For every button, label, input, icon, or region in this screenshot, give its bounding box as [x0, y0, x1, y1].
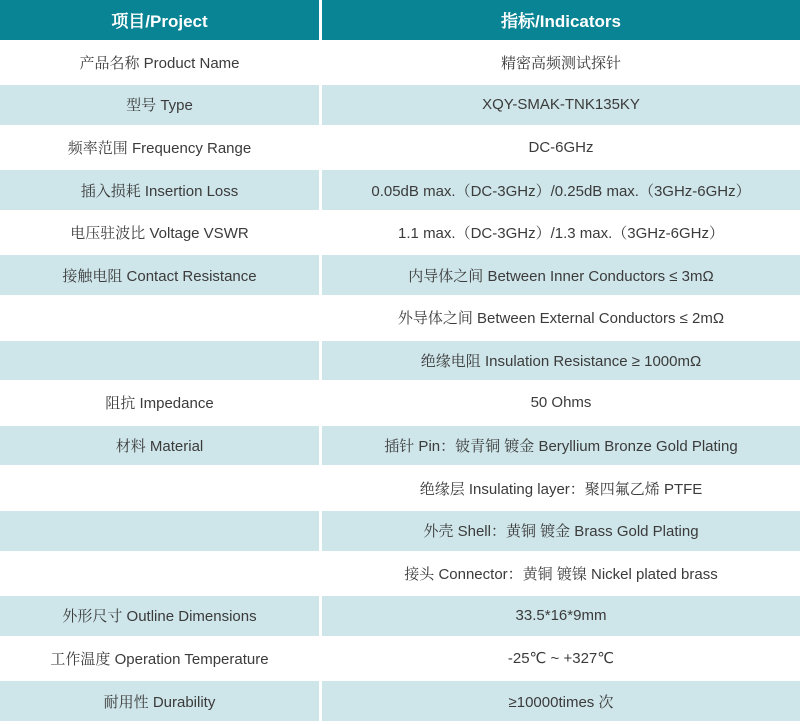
indicator-cell-frequency-range: DC-6GHz [322, 128, 800, 171]
header-project: 项目/Project [0, 0, 322, 43]
project-cell-frequency-range: 频率范围 Frequency Range [0, 128, 322, 171]
project-cell-outline-dimensions: 外形尺寸 Outline Dimensions [0, 596, 322, 639]
project-cell-operation-temperature: 工作温度 Operation Temperature [0, 639, 322, 682]
indicator-cell-impedance: 50 Ohms [322, 383, 800, 426]
project-cell-type: 型号 Type [0, 85, 322, 128]
project-cell-empty [0, 554, 322, 597]
project-cell-empty [0, 511, 322, 554]
project-cell-empty [0, 298, 322, 341]
indicator-cell-insertion-loss: 0.05dB max.（DC-3GHz）/0.25dB max.（3GHz-6GHz） [322, 170, 800, 213]
project-cell-insertion-loss: 插入损耗 Insertion Loss [0, 170, 322, 213]
project-cell-empty [0, 468, 322, 511]
indicator-cell-shell: 外壳 Shell：黄铜 镀金 Brass Gold Plating [322, 511, 800, 554]
project-cell-contact-resistance: 接触电阻 Contact Resistance [0, 255, 322, 298]
indicator-cell-external-conductors: 外导体之间 Between External Conductors ≤ 2mΩ [322, 298, 800, 341]
project-cell-impedance: 阻抗 Impedance [0, 383, 322, 426]
indicator-cell-durability: ≥10000times 次 [322, 681, 800, 724]
indicator-cell-voltage-vswr: 1.1 max.（DC-3GHz）/1.3 max.（3GHz-6GHz） [322, 213, 800, 256]
project-cell-durability: 耐用性 Durability [0, 681, 322, 724]
indicator-cell-connector: 接头 Connector：黄铜 镀镍 Nickel plated brass [322, 554, 800, 597]
project-cell-empty [0, 341, 322, 384]
indicator-cell-outline-dimensions: 33.5*16*9mm [322, 596, 800, 639]
project-cell-product-name: 产品名称 Product Name [0, 43, 322, 86]
indicator-cell-insulation-resistance: 绝缘电阻 Insulation Resistance ≥ 1000mΩ [322, 341, 800, 384]
header-indicators: 指标/Indicators [322, 0, 800, 43]
indicator-cell-pin: 插针 Pin：铍青铜 镀金 Beryllium Bronze Gold Plating [322, 426, 800, 469]
indicator-cell-inner-conductors: 内导体之间 Between Inner Conductors ≤ 3mΩ [322, 255, 800, 298]
project-cell-material: 材料 Material [0, 426, 322, 469]
indicator-cell-type: XQY-SMAK-TNK135KY [322, 85, 800, 128]
project-cell-voltage-vswr: 电压驻波比 Voltage VSWR [0, 213, 322, 256]
indicator-cell-insulating-layer: 绝缘层 Insulating layer：聚四氟乙烯 PTFE [322, 468, 800, 511]
indicator-cell-product-name: 精密高频测试探针 [322, 43, 800, 86]
indicator-cell-operation-temperature: -25℃ ~ +327℃ [322, 639, 800, 682]
